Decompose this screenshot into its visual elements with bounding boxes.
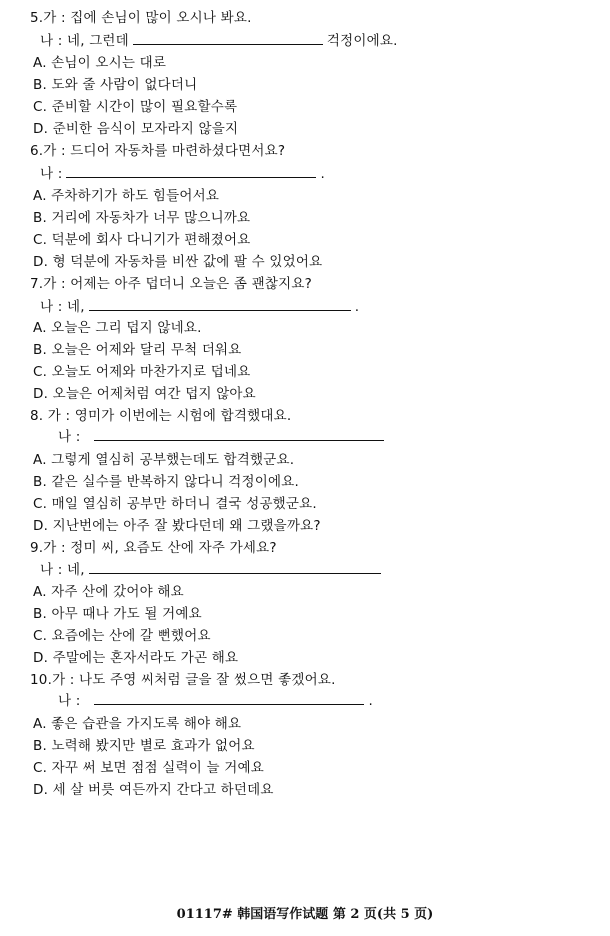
answer-suffix: . [354,299,360,315]
question-9-option-d: D. 주말에는 혼자서라도 가곤 해요 [33,650,239,666]
question-5-prompt: 5.가 : 집에 손님이 많이 오시나 봐요. [30,10,252,26]
answer-prefix: 나 : 네, 그런데 [40,33,129,49]
question-10-option-d: D. 세 살 버릇 여든까지 간다고 하던데요 [33,782,274,798]
question-7-prompt: 7.가 : 어제는 아주 덥더니 오늘은 좀 괜찮지요? [30,276,312,292]
answer-suffix: 걱정이에요. [326,33,398,49]
question-9-option-b: B. 아무 때나 가도 될 거예요 [33,606,202,622]
question-5-option-d: D. 준비한 음식이 모자라지 않을지 [33,121,239,137]
question-10-answer [58,692,373,710]
question-8-option-c: C. 매일 열심히 공부만 하더니 결국 성공했군요. [33,496,317,512]
answer-prefix: 나 : [58,429,81,445]
answer-prefix: 나 : [58,693,81,709]
answer-suffix: . [368,693,373,709]
question-8-option-d: D. 지난번에는 아주 잘 봤다던데 왜 그랬을까요? [33,518,321,534]
question-5-option-b: B. 도와 줄 사람이 없다더니 [33,77,198,93]
question-9-answer [40,561,385,579]
question-9-option-c: C. 요즘에는 산에 갈 뻔했어요 [33,628,211,644]
answer-prefix: 나 : [40,166,63,182]
question-7-answer [40,298,359,316]
question-6-option-a: A. 주차하기가 하도 힘들어서요 [33,188,220,204]
question-9-option-a: A. 자주 산에 갔어야 해요 [33,584,184,600]
answer-prefix: 나 : 네, [40,299,85,315]
question-10-prompt: 10.가 : 나도 주영 씨처럼 글을 잘 썼으면 좋겠어요. [30,672,336,688]
answer-blank [89,561,381,574]
question-10-option-b: B. 노력해 봤지만 별로 효과가 없어요 [33,738,255,754]
answer-blank [133,32,323,45]
question-8-answer [58,428,388,446]
question-8-prompt: 8. 가 : 영미가 이번에는 시험에 합격했대요. [30,408,292,424]
question-9-prompt: 9.가 : 정미 씨, 요즘도 산에 자주 가세요? [30,540,277,556]
question-10-option-a: A. 좋은 습관을 가지도록 해야 해요 [33,716,242,732]
question-8-option-b: B. 같은 실수를 반복하지 않다니 걱정이에요. [33,474,299,490]
question-5-answer [40,32,398,50]
question-6-option-b: B. 거리에 자동차가 너무 많으니까요 [33,210,251,226]
answer-blank [94,428,384,441]
answer-blank [94,692,364,705]
question-7-option-b: B. 오늘은 어제와 달리 무척 더워요 [33,342,242,358]
answer-prefix: 나 : 네, [40,562,85,578]
question-6-answer [40,165,325,183]
page-footer: 01117# 韩国语写作试题 第 2 页(共 5 页) [176,907,434,922]
answer-suffix: . [320,166,325,182]
question-7-option-c: C. 오늘도 어제와 마찬가지로 덥네요 [33,364,251,380]
question-7-option-d: D. 오늘은 어제처럼 여간 덥지 않아요 [33,386,256,402]
answer-blank [66,165,316,178]
question-5-option-a: A. 손님이 오시는 대로 [33,55,167,71]
question-8-option-a: A. 그렇게 열심히 공부했는데도 합격했군요. [33,452,295,468]
question-6-option-d: D. 형 덕분에 자동차를 비싼 값에 팔 수 있었어요 [33,254,323,270]
question-10-option-c: C. 자꾸 써 보면 점점 실력이 늘 거예요 [33,760,264,776]
answer-blank [89,298,351,311]
question-6-prompt: 6.가 : 드디어 자동차를 마련하셨다면서요? [30,143,286,159]
question-6-option-c: C. 덕분에 회사 다니기가 편해졌어요 [33,232,251,248]
question-7-option-a: A. 오늘은 그리 덥지 않네요. [33,320,202,336]
question-5-option-c: C. 준비할 시간이 많이 필요할수록 [33,99,238,115]
